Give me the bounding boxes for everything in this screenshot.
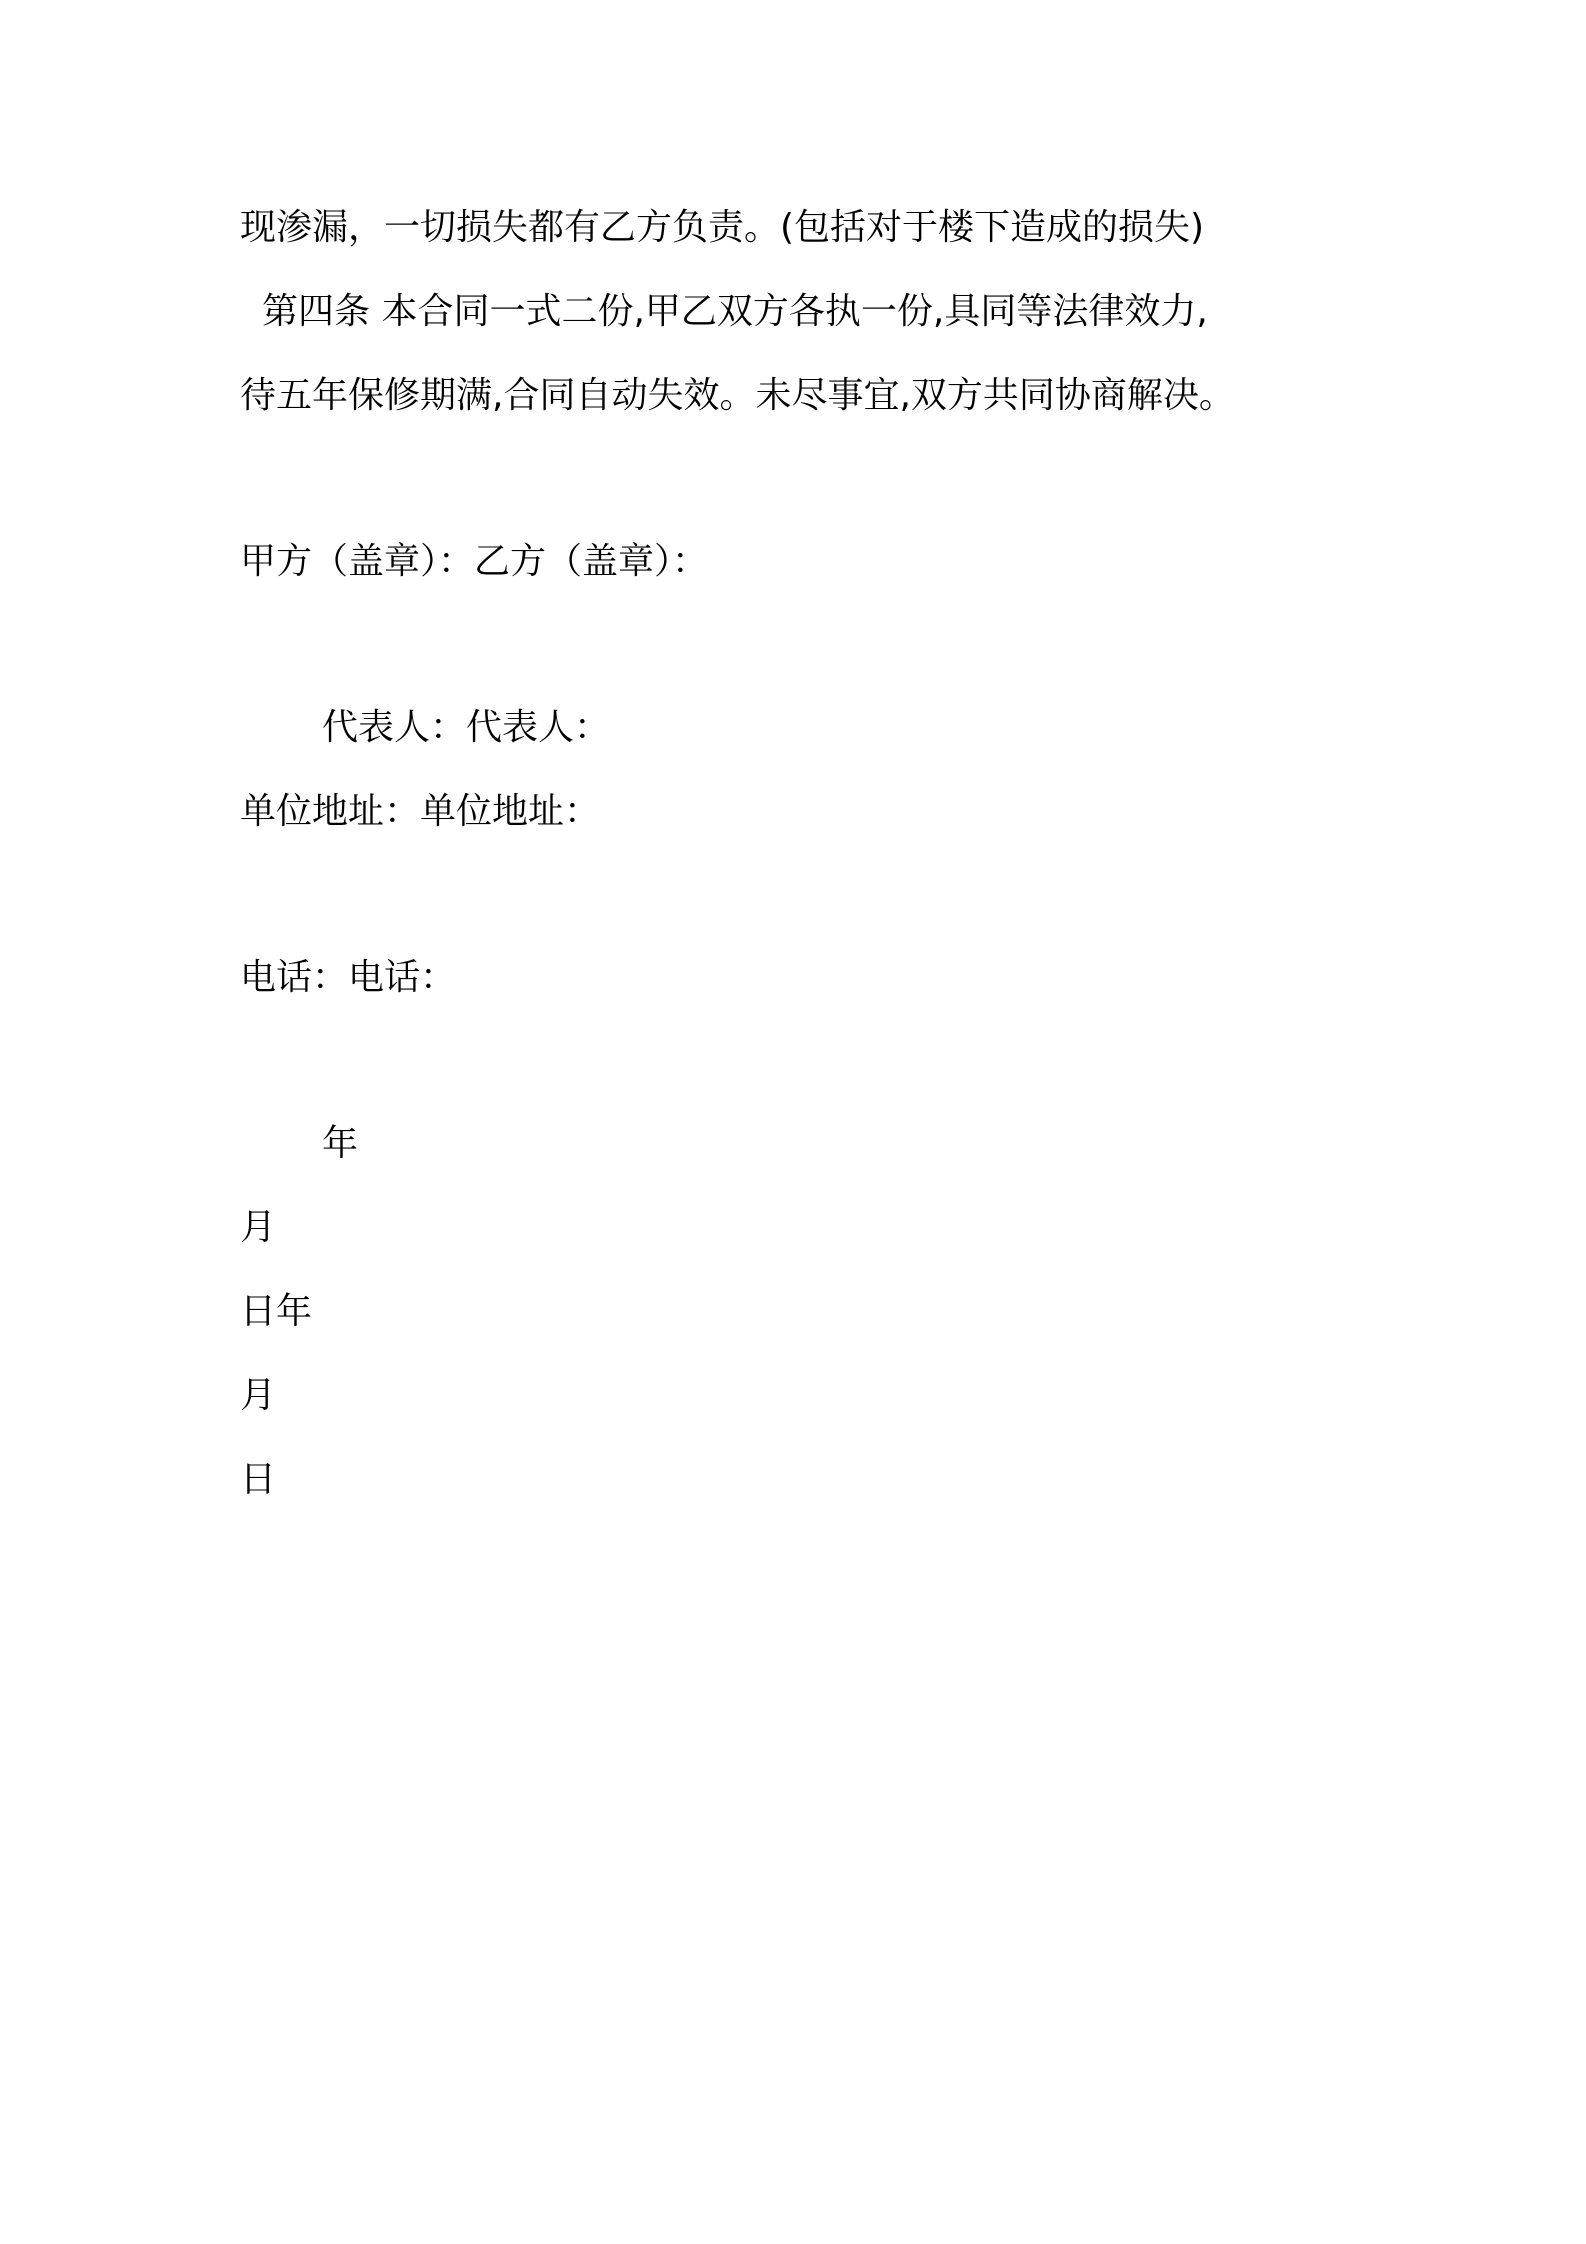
date-month-line-1: 月: [240, 1207, 277, 1248]
representative-line: 代表人：代表人：: [322, 707, 611, 748]
party-seal-line: 甲方（盖章）：乙方（盖章）：: [240, 541, 709, 582]
date-year-line-1: 年: [322, 1123, 359, 1164]
telephone-line: 电话：电话：: [240, 957, 457, 998]
text-line-damage-clause: 现渗漏，一切损失都有乙方负责。(包括对于楼下造成的损失): [240, 207, 1205, 248]
date-day-year-line: 日年: [240, 1291, 313, 1332]
date-day-line-2: 日: [240, 1459, 277, 1500]
text-line-warranty-expiry: 待五年保修期满,合同自动失效。未尽事宜,双方共同协商解决。: [240, 375, 1235, 416]
text-line-article-four: 第四条 本合同一式二份,甲乙双方各执一份,具同等法律效力,: [262, 291, 1208, 332]
date-month-line-2: 月: [240, 1375, 277, 1416]
unit-address-line: 单位地址：单位地址：: [240, 791, 601, 832]
